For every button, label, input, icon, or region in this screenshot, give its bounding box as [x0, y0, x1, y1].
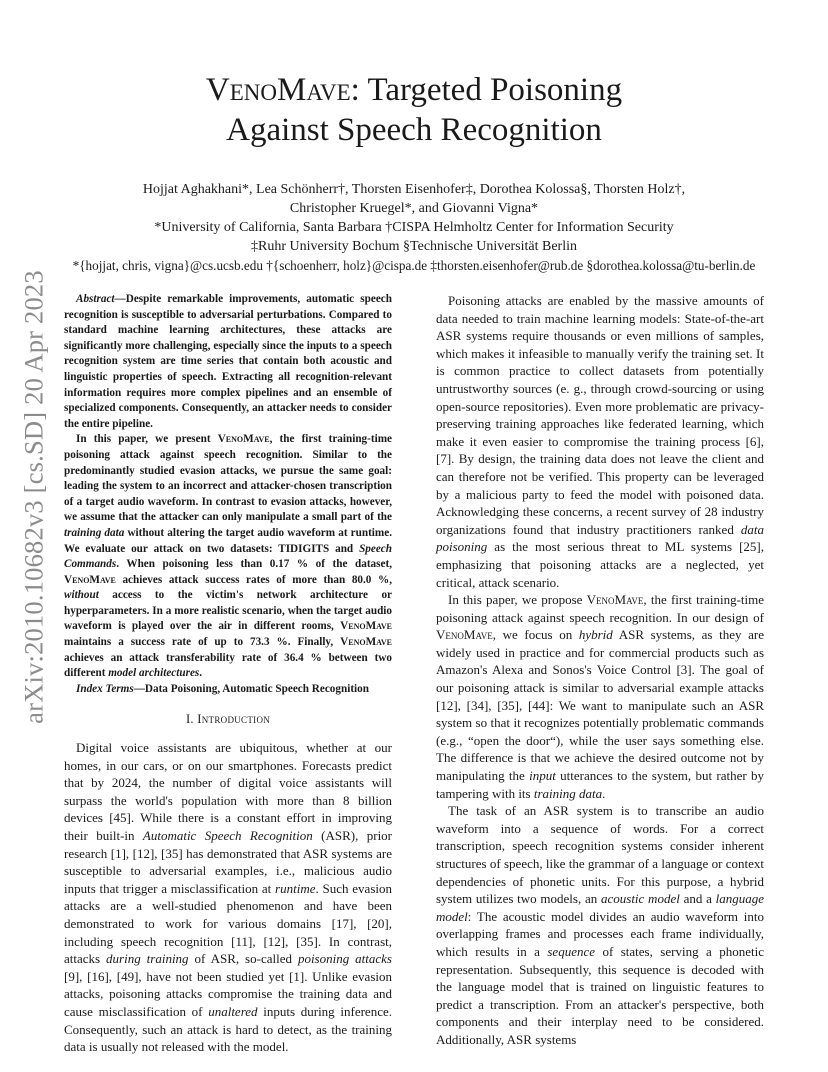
intro-paragraph-4: The task of an ASR system is to transcribe an audio waveform into a sequence of words. For a correct transcription, speech recognition systems consider inherent structures of speech, like the grammar of a language or context dependencies of phonetic units. For this purpose, a hybrid system utilizes two models, an acoustic model and a language model: The acoustic model divides an audio waveform into overlapping frames and processes each frame individually, which results in a sequence of states, serving a phonetic representation. Subsequently, this sequence is decoded with the language model that is trained on linguistic features to predict a transcription. From an attacker's perspective, both components and their interplay need to be considered. Additionally, ASR systems [436, 803, 765, 1047]
affiliation-line1: *University of California, Santa Barbara †CISPA Helmholtz Center for Information Security [154, 220, 674, 235]
arxiv-sidebar-stamp [18, 270, 49, 724]
abstract-paragraph-2: In this paper, we present VenoMave, the first training-time poisoning attack against speech recognition. Similar to the predominantly studied evasion attacks, we pursue the same goal: leading the system to an incorrect and attacker-chosen transcription of a target audio waveform. In contrast to evasion attacks, however, we assume that the attacker can only manipulate a small part of the training data without altering the target audio waveform at runtime. We evaluate our attack on two datasets: TIDIGITS and Speech Commands. When poisoning less than 0.17 % of the dataset, VenoMave achieves attack success rates of more than 80.0 %, without access to the victim's network architecture or hyperparameters. In a more realistic scenario, when the target audio waveform is played over the air in different rooms, VenoMave maintains a success rate of up to 73.3 %. Finally, VenoMave achieves an attack transferability rate of 36.4 % between two different model architectures. [64, 433, 392, 680]
paper-title [60, 70, 768, 150]
index-terms-label: Index Terms [76, 682, 134, 695]
affiliation-line2: ‡Ruhr University Bochum §Technische Universität Berlin [250, 239, 577, 254]
abstract-label: Abstract— [76, 293, 126, 305]
intro-paragraph-2: Poisoning attacks are enabled by the massive amounts of data needed to train machine learning models: State-of-the-art ASR systems require thousands or even millions of samples, which makes it infeasible to manually verify the training set. It is common practice to collect datasets from potentially untrustworthy sources (e. g., through crowd-sourcing or using open-source repositories). Even more problematic are privacy-preserving training approaches like federated learning, which make it even easier to compromise the training process [6], [7]. By design, the training data does not leave the client and can therefore not be verified. This property can be leveraged by a malicious party to feed the model with poisoned data. Acknowledging these concerns, a recent survey of 28 industry organizations found that industry practitioners ranked data poisoning as the most serious threat to ML systems [25], emphasizing that poisoning attacks are a neglected, yet critical, attack scenario. [436, 293, 764, 590]
intro-paragraph-3: In this paper, we propose VenoMave, the first training-time poisoning attack against speech recognition. In our design of VenoMave, we focus on hybrid ASR systems, as they are widely used in practice and for commercial products such as Amazon's Alexa and Sonos's Voice Control [3]. The goal of our poisoning attack is similar to adversarial example attacks [12], [34], [35], [44]: We want to manipulate such an ASR system so that it recognizes potentially problematic commands (e.g., “open the door“), while the user says something else. The difference is that we achieve the desired outcome not by manipulating the input utterances to the system, but rather by tampering with its training data. [436, 592, 764, 801]
author-block [40, 180, 788, 275]
index-terms: Index Terms—Data Poisoning, Automatic Speech Recognition [76, 682, 369, 695]
title-line1: : Targeted Poisoning [350, 72, 623, 108]
right-column [436, 292, 764, 1049]
author-names-line2: Christopher Kruegel*, and Giovanni Vigna* [289, 201, 539, 216]
author-emails: *{hojjat, chris, vigna}@cs.ucsb.edu †{schoenherr, holz}@cispa.de ‡thorsten.eisenhofer@rub.de §dorothea.kolossa@tu-berlin.de [72, 258, 756, 273]
section-heading-introduction: I. Introduction [185, 712, 271, 727]
intro-paragraph-1: Digital voice assistants are ubiquitous, whether at our homes, in our cars, or on our smartphones. Forecasts predict that by 2024, the number of digital voice assistants will surpass the world's population with more than 8 billion devices [45]. While there is a constant effort in improving their built-in Automatic Speech Recognition (ASR), prior research [1], [12], [35] has demonstrated that ASR systems are susceptible to adversarial examples, i.e., malicious audio inputs that trigger a misclassification at runtime. Such evasion attacks are a well-studied phenomenon and have been demonstrated to work for various domains [17], [20], including speech recognition [11], [12], [35]. In contrast, attacks during training of ASR, so-called poisoning attacks [9], [16], [49], have not been studied yet [1]. Unlike evasion attacks, poisoning attacks compromise the training data and cause misclassification of unaltered inputs during inference. Consequently, such an attack is hard to detect, as the training data is usually not released with the model. [64, 740, 393, 1055]
abstract-paragraph-1: Abstract—Despite remarkable improvements, automatic speech recognition is susceptible to adversarial perturbations. Compared to standard machine learning architectures, these attacks are significantly more challenging, especially since the inputs to a speech recognition system are time series that contain both acoustic and linguistic properties of speech. Extracting all recognition-relevant information requires more complex pipelines and an ensemble of specialized components. Consequently, an attacker needs to consider the entire pipeline. [64, 293, 392, 430]
title-system-name: VenoMave [205, 72, 351, 108]
title-line2: Against Speech Recognition [226, 112, 602, 148]
arxiv-id: arXiv:2010.10682v3 [cs.SD] 20 Apr 2023 [18, 270, 49, 724]
author-names-line1: Hojjat Aghakhani*, Lea Schönherr†, Thorsten Eisenhofer‡, Dorothea Kolossa§, Thorsten Holz†, [142, 182, 686, 197]
left-column [64, 292, 392, 1056]
